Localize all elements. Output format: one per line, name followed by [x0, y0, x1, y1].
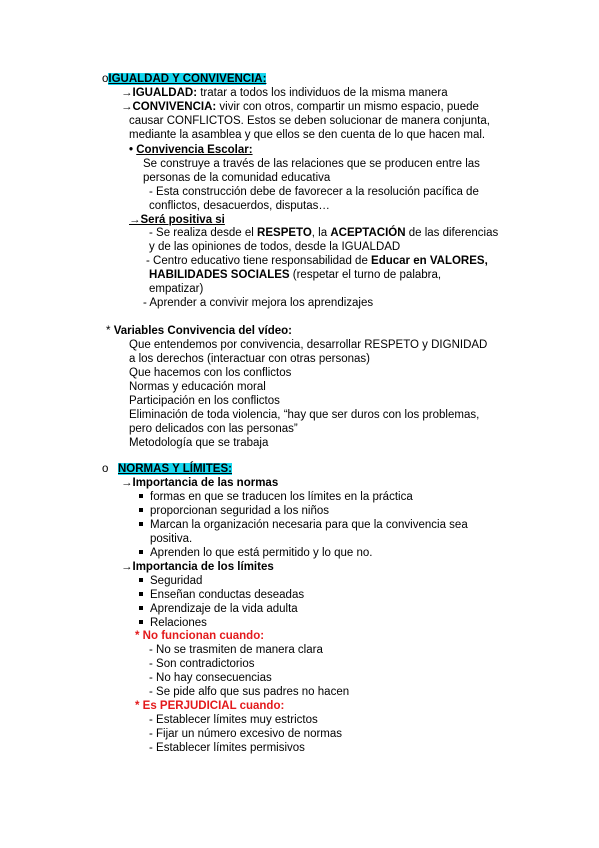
variables-line: pero delicados con las personas” — [129, 423, 298, 435]
text-line: positiva. — [150, 533, 193, 545]
list-item: - No hay consecuencias — [149, 672, 272, 684]
square-bullet-icon — [139, 578, 143, 582]
text: , la — [311, 227, 331, 239]
text: - Se realiza desde el — [149, 227, 258, 239]
text-line: - Esta construcción debe de favorecer a la resolución pacífica de — [149, 186, 479, 198]
emphasis: RESPETO — [257, 227, 312, 239]
item-text: Seguridad — [150, 575, 203, 587]
square-bullet-icon — [139, 522, 143, 526]
subheading-text: Convivencia Escolar: — [136, 144, 253, 156]
list-item — [139, 616, 207, 630]
item-text: Marcan la organización necesaria para que la convivencia sea — [150, 519, 468, 531]
variables-line: Normas y educación moral — [129, 381, 266, 393]
text: - Centro educativo tiene responsabilidad de — [146, 255, 372, 267]
text: (respetar el turno de palabra, — [289, 269, 442, 281]
list-bullet: o — [102, 463, 109, 475]
list-item — [139, 546, 372, 560]
list-item — [139, 588, 304, 602]
section-heading-normas — [102, 462, 232, 476]
subheading-text: Importancia de los límites — [132, 561, 274, 573]
item-text: proporcionan seguridad a los niños — [150, 505, 330, 517]
subheading-text: Importancia de las normas — [132, 477, 279, 489]
term: IGUALDAD: — [132, 87, 198, 99]
variables-line: Eliminación de toda violencia, “hay que ser duros con los problemas, — [129, 409, 480, 421]
positiva-item-3: - Aprender a convivir mejora los aprendizajes — [143, 297, 374, 309]
text-line: empatizar) — [149, 283, 204, 295]
positiva-item-2 — [146, 254, 488, 268]
variables-line: Participación en los conflictos — [129, 395, 280, 407]
definition: vivir con otros, compartir un mismo espacio, puede — [216, 101, 479, 113]
text-line: personas de la comunidad educativa — [143, 172, 331, 184]
perjudicial-heading: * Es PERJUDICIAL cuando: — [135, 700, 285, 712]
subheading-positiva — [129, 213, 225, 227]
igualdad-definition — [121, 86, 448, 100]
item-text: Aprenden lo que está permitido y lo que no. — [150, 547, 373, 559]
no-funcionan-heading: * No funcionan cuando: — [135, 630, 265, 642]
term: CONVIVENCIA: — [132, 101, 217, 113]
arrow-icon: → — [121, 101, 133, 113]
item-text: Enseñan conductas deseadas — [150, 589, 305, 601]
star-bullet: * — [106, 325, 111, 337]
heading-text: IGUALDAD Y CONVIVENCIA: — [108, 73, 267, 85]
arrow-icon: → — [121, 477, 133, 489]
subheading-convivencia-escolar — [129, 143, 253, 157]
list-item — [139, 490, 413, 504]
text: de las diferencias — [405, 227, 499, 239]
list-item: - Fijar un número excesivo de normas — [149, 728, 343, 740]
section-heading-igualdad — [102, 72, 266, 86]
variables-line: Metodología que se trabaja — [129, 437, 269, 449]
item-text: Aprendizaje de la vida adulta — [150, 603, 298, 615]
heading-text: Variables Convivencia del vídeo: — [113, 325, 293, 337]
list-item: - No se trasmiten de manera clara — [149, 644, 323, 656]
square-bullet-icon — [139, 508, 143, 512]
variables-line: a los derechos (interactuar con otras personas) — [129, 353, 370, 365]
square-bullet-icon — [139, 606, 143, 610]
heading-text: NORMAS Y LÍMITES: — [118, 463, 232, 475]
definition: tratar a todos los individuos de la misma manera — [197, 87, 448, 99]
square-bullet-icon — [139, 592, 143, 596]
list-item — [139, 602, 298, 616]
arrow-icon: → — [121, 561, 133, 573]
subheading-text: Será positiva si — [140, 214, 225, 226]
emphasis: HABILIDADES SOCIALES — [149, 269, 290, 281]
text-line: Se construye a través de las relaciones que se producen entre las — [143, 158, 480, 170]
emphasis: ACEPTACIÓN — [330, 227, 406, 239]
list-bullet: • — [129, 144, 134, 156]
text-line: conflictos, desacuerdos, disputas… — [149, 200, 330, 212]
list-item: - Se pide alfo que sus padres no hacen — [149, 686, 350, 698]
list-item — [139, 504, 329, 518]
list-item: - Establecer límites permisivos — [149, 742, 305, 754]
square-bullet-icon — [139, 620, 143, 624]
positiva-item-1 — [149, 226, 498, 240]
list-item: - Son contradictorios — [149, 658, 255, 670]
list-item — [139, 574, 202, 588]
list-bullet: o — [102, 73, 109, 85]
variables-line: Que entendemos por convivencia, desarrollar RESPETO y DIGNIDAD — [129, 339, 488, 351]
item-text: formas en que se traducen los límites en la práctica — [150, 491, 413, 503]
subheading-normas — [121, 476, 278, 490]
subheading-limites — [121, 560, 274, 574]
variables-line: Que hacemos con los conflictos — [129, 367, 292, 379]
arrow-icon: → — [121, 87, 133, 99]
text-line: y de las opiniones de todos, desde la IGUALDAD — [149, 241, 401, 253]
list-item — [139, 518, 468, 532]
emphasis: Educar en VALORES, — [371, 255, 488, 267]
square-bullet-icon — [139, 550, 143, 554]
list-item: - Establecer límites muy estrictos — [149, 714, 318, 726]
convivencia-definition — [121, 100, 479, 114]
text-line: mediante la asamblea y que ellos se den cuenta de lo que hacen mal. — [129, 129, 486, 141]
variables-heading — [106, 324, 292, 338]
item-text: Relaciones — [150, 617, 207, 629]
text-line: causar CONFLICTOS. Estos se deben solucionar de manera conjunta, — [129, 115, 490, 127]
square-bullet-icon — [139, 494, 143, 498]
positiva-item-2-cont — [149, 268, 441, 282]
arrow-icon: → — [129, 214, 141, 226]
